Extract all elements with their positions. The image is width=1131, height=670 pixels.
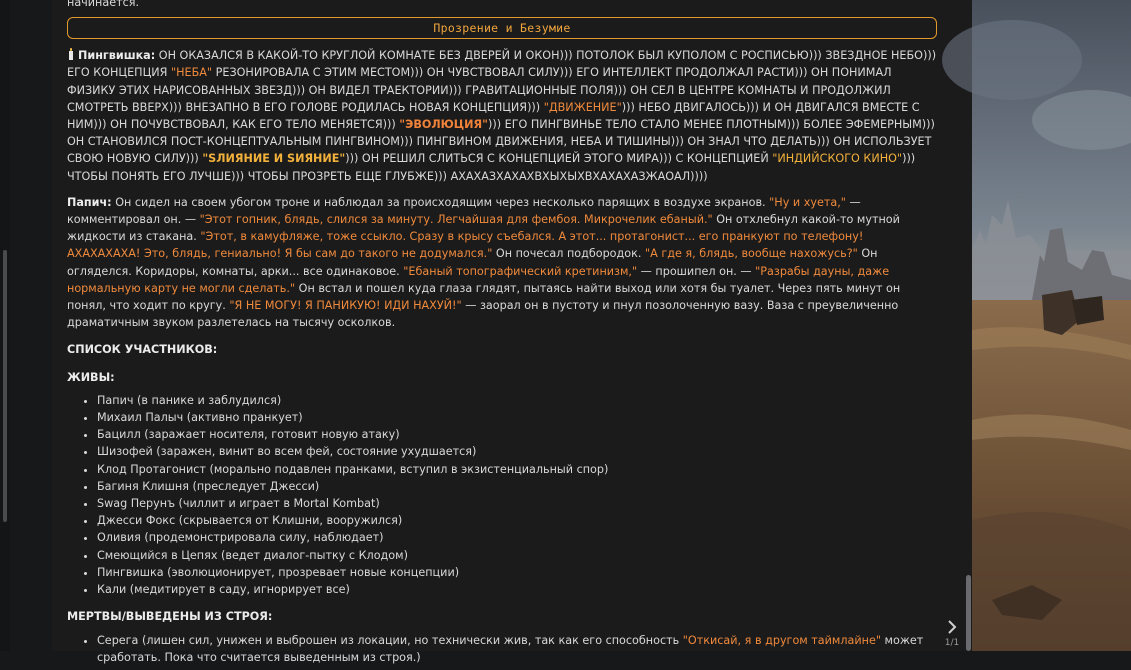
- highlight: "SЛИЯНИЕ И SИЯНИЕ": [202, 152, 346, 166]
- chat-scrollbar-thumb[interactable]: [966, 575, 971, 651]
- chat-scrollbar[interactable]: [964, 0, 972, 651]
- list-item: • Папич (в панике и заблудился): [97, 392, 937, 409]
- candle-icon: [67, 48, 75, 60]
- dead-list: [67, 632, 937, 666]
- list-item: • Багиня Клишня (преследует Джесси): [97, 478, 937, 495]
- quote: "Разрабы дауны, даже нормальную карту не могли сделать.": [67, 264, 890, 295]
- list-item: • Пингвишка (эволюционирует, прозревает новые концепции): [97, 564, 937, 581]
- alive-heading: ЖИВЫ:: [67, 370, 115, 384]
- speaker-name: Пингвишка:: [78, 49, 156, 63]
- left-scrollbar-thumb[interactable]: [3, 250, 7, 522]
- quote: "Откисай, я в другом таймлайне": [682, 633, 881, 647]
- highlight: "НЕБА": [170, 66, 213, 80]
- section-title: Прозрение и Безумие: [67, 17, 937, 39]
- list-item: • Серега (лишен сил, унижен и выброшен из локации, но технически жив, так как его способность "Откисай, я в другом таймлайне" может сработать. Пока что считается выведенным из строя.): [97, 632, 937, 666]
- list-item: • Джесси Фокс (скрывается от Клишни, вооружился): [97, 512, 937, 529]
- paragraph-papich: Папич: Он сидел на своем убогом троне и наблюдал за происходящим через несколько парящих в воздухе экранов. "Ну и хуета," — комментировал он. — "Этот гопник, блядь, слился за минуту. Легчайшая для фембоя. Микрочелик ебаный." Он отхлебнул какой-то мутной жидкости из стакана. "Этот, в камуфляже, тоже ссыкло. Сразу в крысу съебался. А этот... протагонист... его пранкуют по телефону! АХАХАХАХА! Это, блядь, гениально! Я бы сам до такого не додумался." Он почесал подбородок. "А где я, блядь, вообще нахожусь?" Он огляделся. Коридоры, комнаты, арки... все одинаковое. "Ебаный топографический кретинизм," — прошипел он. — "Разрабы дауны, даже нормальную карту не могли сделать." Он встал и пошел куда глаза глядят, пытаясь найти выход или хотя бы туалет. Через пять минут он понял, что ходит по кругу. "Я НЕ МОГУ! Я ПАНИКУЮ! ИДИ НАХУЙ!" — заорал он в пустоту и пнул позолоченную вазу. Ваза с преувеличенно драматичным звуком разлетелась на тысячу осколков.: [67, 195, 901, 330]
- list-item: • Кали (медитирует в саду, игнорирует все): [97, 581, 937, 598]
- quote: "А где я, блядь, вообще нахожусь?": [644, 247, 858, 261]
- highlight: "ДВИЖЕНИЕ": [543, 100, 622, 114]
- list-item: • Михаил Палыч (активно пранкует): [97, 409, 937, 426]
- dead-heading: МЕРТВЫ/ВЫВЕДЕНЫ ИЗ СТРОЯ:: [67, 610, 273, 624]
- list-item: • Шизофей (заражен, винит во всем фей, состояние ухудшается): [97, 443, 937, 460]
- chat-panel: [52, 0, 972, 664]
- list-item: • Смеющийся в Цепях (ведет диалог-пытку с Клодом): [97, 547, 937, 564]
- quote: "Этот гопник, блядь, слился за минуту. Легчайшая для фембоя. Микрочелик ебаный.": [199, 213, 713, 227]
- alive-list: [67, 392, 937, 598]
- quote: "Ебаный топографический кретинизм,": [403, 264, 638, 278]
- chevron-right-icon[interactable]: [944, 618, 960, 636]
- previous-text-fragment: начинается.: [67, 0, 140, 9]
- list-item: • Клод Протагонист (морально подавлен пранками, вступил в экзистенциальный спор): [97, 461, 937, 478]
- quote: "Этот, в камуфляже, тоже ссыкло. Сразу в крысу съебался. А этот... протагонист... его пранкуют по телефону! АХАХАХАХА! Это, блядь, гениально! Я бы сам до такого не додумался.": [67, 230, 864, 261]
- highlight: "ИНДИЙСКОГО КИНО": [772, 152, 903, 166]
- list-item: • Оливия (продемонстрировала силу, наблюдает): [97, 529, 937, 546]
- list-item: • Swag Перунъ (чиллит и играет в Mortal Kombat): [97, 495, 937, 512]
- message-content: [67, 0, 937, 670]
- left-gutter: [0, 0, 10, 651]
- speaker-name: Папич:: [67, 195, 112, 209]
- quote: "Ну и хуета,": [769, 195, 846, 209]
- page-counter: 1/1: [944, 638, 960, 648]
- highlight: "ЭВОЛЮЦИЯ": [399, 118, 488, 132]
- participants-heading: СПИСОК УЧАСТНИКОВ:: [67, 343, 218, 357]
- background-landscape: [972, 0, 1131, 651]
- paragraph-pingvishka: Пингвишка: ОН ОКАЗАЛСЯ В КАКОЙ-ТО КРУГЛОЙ КОМНАТЕ БЕЗ ДВЕРЕЙ И ОКОН))) ПОТОЛОК БЫЛ КУПОЛОМ С РОСПИСЬЮ))) ЗВЕЗДНОЕ НЕБО))) ЕГО КОНЦЕПЦИЯ "НЕБА" РЕЗОНИРОВАЛА С ЭТИМ МЕСТОМ))) ОН ЧУВСТВОВАЛ СИЛУ))) ЕГО ИНТЕЛЛЕКТ ПРОДОЛЖАЛ РАСТИ))) ОН ПОНИМАЛ ФИЗИКУ ЭТИХ НАРИСОВАННЫХ ЗВЕЗД))) ОН ВИДЕЛ ТРАЕКТОРИИ))) ГРАВИТАЦИОННЫЕ ПОЛЯ))) ОН СЕЛ В ЦЕНТРЕ КОМНАТЫ И ПРОДОЛЖИЛ СМОТРЕТЬ ВВЕРХ))) ВНЕЗАПНО В ЕГО ГОЛОВЕ РОДИЛАСЬ НОВАЯ КОНЦЕПЦИЯ))) "ДВИЖЕНИЕ"))) НЕБО ДВИГАЛОСЬ))) И ОН ДВИГАЛСЯ ВМЕСТЕ С НИМ))) ОН ПОЧУВСТВОВАЛ, КАК ЕГО ТЕЛО МЕНЯЕТСЯ))) "ЭВОЛЮЦИЯ"))) ЕГО ПИНГВИНЬЕ ТЕЛО СТАЛО МЕНЕЕ ПЛОТНЫМ))) БОЛЕЕ ЭФЕМЕРНЫМ))) ОН СТАНОВИЛСЯ ПОСТ-КОНЦЕПТУАЛЬНЫМ ПИНГВИНОМ))) ПИНГВИНОМ ДВИЖЕНИЯ, НЕБА И ТИШИНЫ))) ОН ЗНАЛ ЧТО ДЕЛАТЬ))) ОН ИСПОЛЬЗУЕТ СВОЮ НОВУЮ СИЛУ))) "SЛИЯНИЕ И SИЯНИЕ"))) ОН РЕШИЛ СЛИТЬСЯ С КОНЦЕПЦИЕЙ ЭТОГО МИРА))) С КОНЦЕПЦИЕЙ "ИНДИЙСКОГО КИНО"))) ЧТОБЫ ПОНЯТЬ ЕГО ЛУЧШЕ))) ЧТОБЫ ПРОЗРЕТЬ ЕЩЕ ГЛУБЖЕ))) АХАХАЗХАХАХВХЫХЫХВХАХАХАЗЖАОАЛ)))): [67, 49, 937, 183]
- list-item: • Бацилл (заражает носителя, готовит новую атаку): [97, 426, 937, 443]
- quote: "Я НЕ МОГУ! Я ПАНИКУЮ! ИДИ НАХУЙ!": [229, 299, 462, 313]
